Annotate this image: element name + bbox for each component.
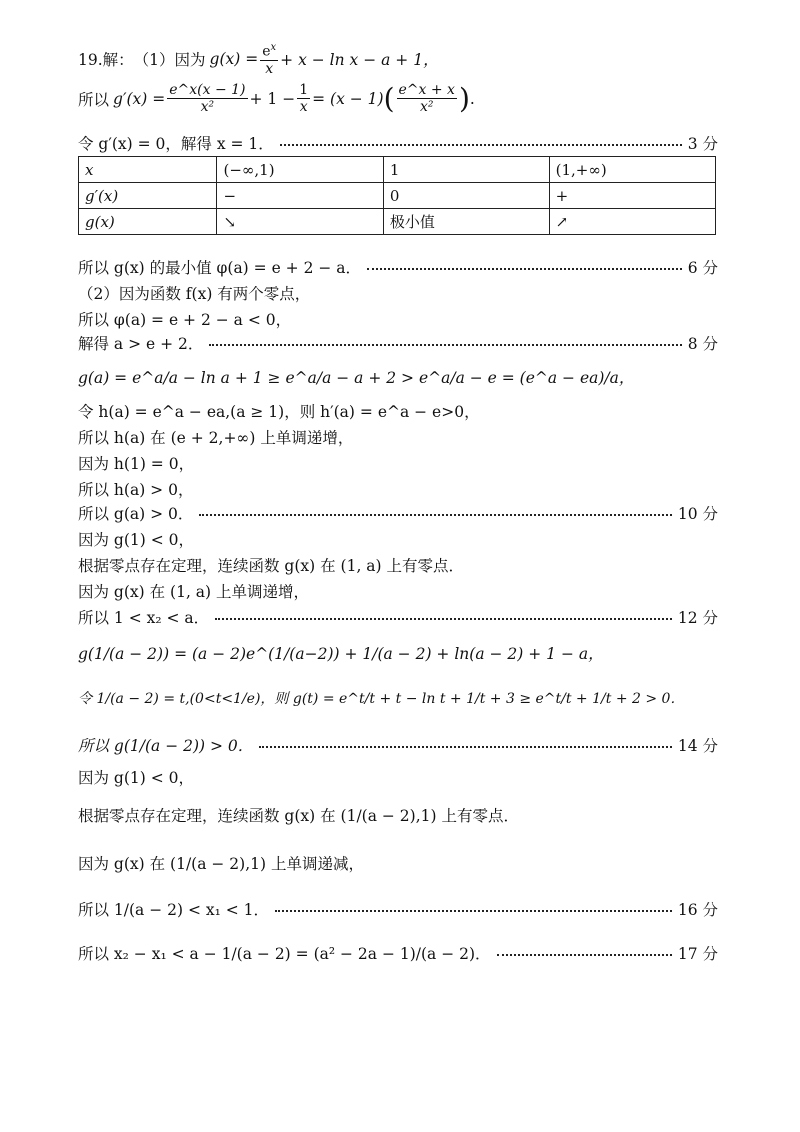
part1-label: （1） — [133, 51, 175, 70]
h1-zero-text: 因为 h(1) = 0， — [78, 455, 195, 473]
table-header-critical: 1 — [383, 157, 549, 183]
score-leader — [259, 746, 672, 748]
line1-num: e — [262, 43, 271, 60]
part2-intro-text: （2）因为函数 f(x) 有两个零点， — [78, 285, 311, 303]
sign-table — [78, 156, 716, 235]
line-inc-1a — [78, 580, 718, 602]
line2-fraction-1 — [167, 82, 247, 115]
score-leader — [280, 144, 682, 146]
line1-fraction — [260, 42, 278, 77]
score-10: 10 分 — [677, 505, 718, 523]
line1-num-sup: x — [270, 42, 277, 53]
line-ga-ineq — [78, 366, 718, 388]
part1-line2 — [78, 82, 718, 115]
table-derivative-left: − — [217, 183, 383, 209]
line2-mid: + 1 − — [249, 89, 296, 108]
line-g1-neg2 — [78, 766, 718, 788]
x1-range-text: 所以 1/(a − 2) < x₁ < 1． — [78, 901, 270, 919]
g-pos2-text: 所以 g(1/(a − 2)) > 0． — [78, 737, 254, 755]
line-final — [78, 942, 718, 964]
score-12: 12 分 — [677, 609, 718, 627]
table-derivative-label: g′(x) — [79, 183, 217, 209]
line-min-value — [78, 256, 718, 278]
score-8: 8 分 — [687, 335, 718, 353]
line2-eq: = (x − 1) — [312, 89, 384, 108]
table-derivative-right: + — [549, 183, 715, 209]
ga-pos-text: 所以 g(a) > 0． — [78, 505, 194, 523]
min-value-text: 所以 g(x) 的最小值 φ(a) = e + 2 − a． — [78, 259, 362, 277]
line2-den: x² — [200, 99, 215, 116]
table-row-derivative — [79, 183, 716, 209]
ha-def-text: 令 h(a) = e^a − ea,(a ≥ 1)，则 h′(a) = e^a − e>0， — [78, 403, 480, 421]
table-row-function — [79, 209, 716, 235]
line-x2-range — [78, 606, 718, 628]
line-ha-def — [78, 400, 718, 422]
score-leader — [199, 514, 671, 516]
right-paren: ) — [458, 81, 470, 115]
line-x1-range — [78, 898, 718, 920]
line2-den2: x — [299, 99, 308, 116]
zero-thm-2-text: 根据零点存在定理，连续函数 g(x) 在 (1/(a − 2),1) 上有零点． — [78, 807, 519, 825]
table-header-x: x — [79, 157, 217, 183]
dec-range-text: 因为 g(x) 在 (1/(a − 2),1) 上单调递减， — [78, 855, 364, 873]
score-3: 3 分 — [687, 135, 718, 153]
table-derivative-critical: 0 — [383, 183, 549, 209]
line-solve-a — [78, 332, 718, 354]
g1-neg-text: 因为 g(1) < 0， — [78, 531, 195, 549]
line-ha-pos — [78, 478, 718, 500]
score-leader — [275, 910, 672, 912]
zero-thm-1-text: 根据零点存在定理，连续函数 g(x) 在 (1, a) 上有零点． — [78, 557, 465, 575]
line-zero-thm-1 — [78, 554, 718, 576]
line2-num2: 1 — [299, 82, 309, 98]
table-row-x — [79, 157, 716, 183]
score-leader — [209, 344, 681, 346]
table-header-right-interval: (1,+∞) — [549, 157, 715, 183]
line2-fraction-3 — [397, 82, 457, 115]
table-header-left-interval: (−∞,1) — [217, 157, 383, 183]
line-ha-inc — [78, 426, 718, 448]
line1-lead: 因为 — [174, 51, 206, 70]
line-g-pos2 — [78, 734, 718, 756]
line2-den3: x² — [419, 99, 434, 116]
score-leader — [215, 618, 672, 620]
line2-num3: e^x + x — [398, 82, 455, 98]
line-phi-neg — [78, 308, 718, 330]
table-function-increasing: ↗ — [549, 209, 715, 235]
solve-a-text: 解得 a > e + 2． — [78, 335, 204, 353]
g-at-text: g(1/(a − 2)) = (a − 2)e^(1/(a−2)) + 1/(a − 2) + ln(a − 2) + 1 − a， — [78, 645, 604, 663]
score-6: 6 分 — [687, 259, 718, 277]
score-17: 17 分 — [677, 945, 718, 963]
line1-den: x — [265, 60, 274, 77]
line2-num: e^x(x − 1) — [169, 82, 246, 98]
t-sub-text: 令 1/(a − 2) = t,(0<t<1/e)，则 g(t) = e^t/t + t − ln t + 1/t + 3 ≥ e^t/t + 1/t + 2 > 0． — [78, 691, 685, 707]
table-function-minimum: 极小值 — [383, 209, 549, 235]
line-h1-zero — [78, 452, 718, 474]
score-16: 16 分 — [677, 901, 718, 919]
score-leader — [497, 954, 672, 956]
line-zero-thm-2 — [78, 804, 718, 826]
line2-lhs: g′(x) = — [113, 89, 166, 108]
line2-end: . — [469, 89, 475, 108]
score-14: 14 分 — [677, 737, 718, 755]
line-t-sub — [78, 688, 718, 708]
line2-fraction-2 — [297, 82, 310, 115]
x2-range-text: 所以 1 < x₂ < a． — [78, 609, 210, 627]
line-part2-intro — [78, 282, 718, 304]
line2-lead: 所以 — [78, 90, 110, 109]
problem-label: 19.解： — [78, 51, 134, 70]
part1-line1 — [78, 42, 718, 77]
line-g-at — [78, 642, 718, 664]
table-function-label: g(x) — [79, 209, 217, 235]
table-function-decreasing: ↘ — [217, 209, 383, 235]
left-paren: ( — [383, 81, 395, 115]
inc-1a-text: 因为 g(x) 在 (1, a) 上单调递增， — [78, 583, 310, 601]
line-g1-neg — [78, 528, 718, 550]
ha-inc-text: 所以 h(a) 在 (e + 2,+∞) 上单调递增， — [78, 429, 354, 447]
line-dec-range — [78, 852, 718, 874]
score-leader — [367, 268, 682, 270]
part1-line3 — [78, 132, 718, 154]
g1-neg2-text: 因为 g(1) < 0， — [78, 769, 195, 787]
line3-text: 令 g′(x) = 0，解得 x = 1． — [78, 135, 274, 153]
phi-neg-text: 所以 φ(a) = e + 2 − a < 0， — [78, 311, 292, 329]
line1-rest: + x − ln x − a + 1， — [280, 51, 439, 70]
ha-pos-text: 所以 h(a) > 0， — [78, 481, 194, 499]
line1-lhs: g(x) = — [209, 50, 259, 69]
final-text: 所以 x₂ − x₁ < a − 1/(a − 2) = (a² − 2a − 1)/(a − 2)． — [78, 945, 491, 963]
ga-ineq-text: g(a) = e^a/a − ln a + 1 ≥ e^a/a − a + 2 > e^a/a − e = (e^a − ea)/a， — [78, 369, 635, 387]
line-ga-pos — [78, 502, 718, 524]
